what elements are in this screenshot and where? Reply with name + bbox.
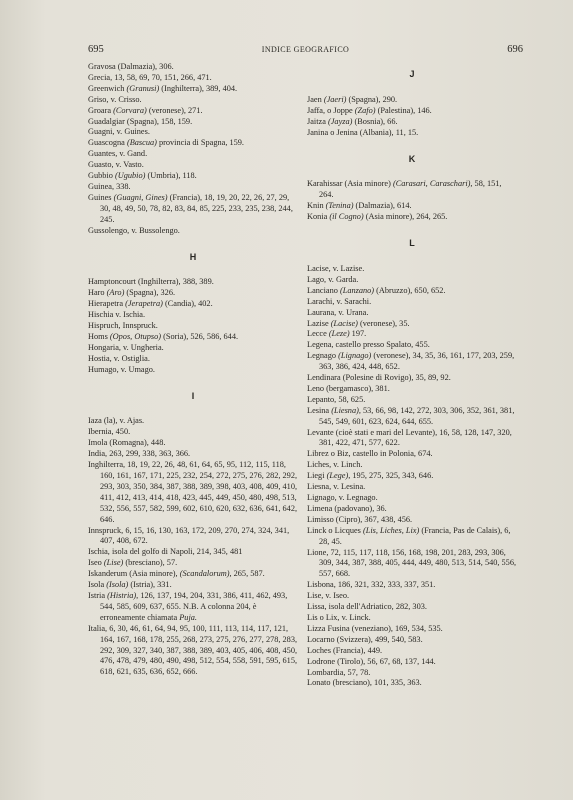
entry-text: Lissa, isola dell'Adriatico, 282, 303. <box>307 602 427 612</box>
left-index-column <box>88 62 298 678</box>
index-entry <box>88 332 298 343</box>
index-entry <box>88 449 298 460</box>
entry-text: Loches (Francia), 449. <box>307 645 383 655</box>
entry-text: Humago, v. Umago. <box>88 364 155 374</box>
entry-text: Guascogna <box>88 138 127 148</box>
index-entry <box>307 106 517 117</box>
entry-text: Larachi, v. Sarachi. <box>307 296 372 306</box>
entry-text: provincia di Spagna, 159. <box>156 138 244 148</box>
index-entry <box>88 117 298 128</box>
index-entry <box>307 493 517 504</box>
entry-text: Linck o Licques <box>307 525 363 535</box>
entry-text: (Dalmazia), 614. <box>353 201 412 211</box>
entry-text: Hierapetra <box>88 299 126 309</box>
index-entry <box>88 288 298 299</box>
entry-variant-name: (il Cogno) <box>329 212 364 222</box>
entry-text: , 58, 151, 264. <box>319 179 502 200</box>
entry-variant-name: (Carasari, Caraschari) <box>392 179 471 189</box>
index-entry <box>307 340 517 351</box>
index-entry <box>307 668 517 679</box>
entry-text: Librez o Biz, castello in Polonia, 674. <box>307 449 433 459</box>
entry-text: Italia, 6, 30, 46, 61, 64, 94, 95, 100, 111, 113, 114, 117, 121, 164, 167, 168, 178, 255, 268, 273, 275, 276, 277, 278, 283, 292, 309, 327, 340, 387, 388, 389, 403, 405, 406, 408, 450, 476, 478, 479, 480, 490, 498, 512, 554, 558, 591, 595, 615, 618, 621, 635, 636, 652, 666. <box>88 623 298 677</box>
entry-variant-name: (Corvara) <box>113 105 147 115</box>
entry-text: Homs <box>88 331 110 341</box>
index-entry <box>307 504 517 515</box>
index-entry <box>88 62 298 73</box>
index-entry <box>307 395 517 406</box>
entry-text: Guasto, v. Vasto. <box>88 160 144 170</box>
entry-variant-name: (Lege) <box>326 471 349 481</box>
entry-text: Iseo <box>88 558 104 568</box>
entry-text: Guantes, v. Gand. <box>88 149 148 159</box>
entry-text: Haro <box>88 288 107 298</box>
entry-variant-name: (Lis, Liches, Lix) <box>363 525 420 535</box>
entry-text: Guagni, v. Guines. <box>88 127 150 137</box>
entry-text: Gubbio <box>88 171 115 181</box>
entry-text: Lacise, v. Lazise. <box>307 263 365 273</box>
page-header <box>88 44 523 58</box>
index-entry <box>307 212 517 223</box>
entry-text: (Asia minore), 264, 265. <box>363 212 448 222</box>
entry-variant-name: (Granusi) <box>126 83 160 93</box>
entry-text: (veronese), 271. <box>146 105 203 115</box>
entry-text: Lione, 72, 115, 117, 118, 156, 168, 198, 201, 283, 293, 306, 309, 344, 387, 388, 405, 444, 449, 480, 513, 514, 540, 556, 557, 668. <box>307 547 517 579</box>
entry-text: Griso, v. Crisso. <box>88 94 142 104</box>
left-page-number: 695 <box>88 44 104 55</box>
entry-text: , 265, 587. <box>229 569 265 579</box>
entry-text: Legena, castello presso Spalato, 455. <box>307 340 430 350</box>
index-entry <box>88 160 298 171</box>
entry-text: (Bosnia), 66. <box>352 116 398 126</box>
entry-text: Lazise <box>307 318 331 328</box>
index-entry <box>88 73 298 84</box>
index-entry <box>307 526 517 548</box>
entry-text: Jaitza <box>307 116 328 126</box>
index-entry <box>307 657 517 668</box>
entry-text: Lonato (bresciano), 101, 335, 363. <box>307 678 422 688</box>
entry-variant-name: (Isola) <box>106 580 129 590</box>
index-entry <box>88 526 298 548</box>
index-entry <box>88 321 298 332</box>
index-entry <box>88 558 298 569</box>
entry-variant-name: (Leze) <box>328 329 350 339</box>
running-title: INDICE GEOGRAFICO <box>261 45 350 54</box>
index-entry <box>88 569 298 580</box>
entry-text: Liesna, v. Lesina. <box>307 482 366 492</box>
index-entry <box>307 264 517 275</box>
right-index-column <box>307 62 517 689</box>
entry-text: (Palestina), 146. <box>375 105 432 115</box>
entry-variant-name: (Histria) <box>107 590 137 600</box>
entry-text: Levante (cioè stati e mari del Levante), 16, 58, 128, 147, 320, 381, 422, 471, 577, 622. <box>307 427 512 448</box>
index-entry <box>307 449 517 460</box>
index-entry <box>307 319 517 330</box>
entry-text: , 195, 275, 325, 343, 646. <box>348 471 434 481</box>
entry-text: Guinea, 338. <box>88 181 131 191</box>
entry-text: Gravosa (Dalmazia), 306. <box>88 62 174 71</box>
entry-text: Iskanderum (Asia minore), <box>88 569 180 579</box>
index-entry <box>307 624 517 635</box>
index-entry <box>88 580 298 591</box>
entry-variant-name: (Guagni, Gines) <box>113 192 168 202</box>
entry-text: Knin <box>307 201 326 211</box>
entry-variant-name: (Lacise) <box>330 318 358 328</box>
entry-variant-name: (Tenina) <box>325 201 354 211</box>
entry-text: Jaffa, o Joppe <box>307 105 355 115</box>
entry-text: Ischia, isola del golfo di Napoli, 214, 345, 481 <box>88 547 243 557</box>
index-entry <box>307 351 517 373</box>
entry-variant-name: (Aro) <box>106 288 125 298</box>
entry-text: Hongaria, v. Ungheria. <box>88 342 164 352</box>
entry-text: Groara <box>88 105 114 115</box>
entry-variant-name: (Zafo) <box>354 105 376 115</box>
index-entry <box>88 149 298 160</box>
entry-text: Iaza (la), v. Ajas. <box>88 416 145 426</box>
entry-text: Lepanto, 58, 625. <box>307 394 366 404</box>
index-entry <box>307 548 517 581</box>
entry-text: Hischia v. Ischia. <box>88 310 146 320</box>
index-entry <box>88 438 298 449</box>
entry-text: Hostia, v. Ostiglia. <box>88 353 150 363</box>
entry-variant-name: Puja. <box>179 612 197 622</box>
entry-text: Grecia, 13, 58, 69, 70, 151, 266, 471. <box>88 72 212 82</box>
index-entry <box>307 297 517 308</box>
entry-text: Legnago <box>307 351 339 361</box>
index-entry <box>307 406 517 428</box>
index-entry <box>307 275 517 286</box>
entry-variant-name: (Ugubio) <box>114 171 146 181</box>
entry-text: Limisso (Cipro), 367, 438, 456. <box>307 514 413 524</box>
index-entry <box>88 591 298 624</box>
section-letter-heading: H <box>189 251 197 262</box>
entry-text: Lizza Fusina (veneziano), 169, 534, 535. <box>307 623 443 633</box>
entry-text: Lise, v. Iseo. <box>307 591 350 601</box>
index-entry <box>307 117 517 128</box>
entry-text: Liches, v. Linch. <box>307 460 363 470</box>
entry-text: (Candia), 402. <box>162 299 213 309</box>
index-entry <box>88 624 298 679</box>
index-entry <box>307 308 517 319</box>
entry-text: Lodrone (Tirolo), 56, 67, 68, 137, 144. <box>307 656 436 666</box>
index-entry <box>88 547 298 558</box>
entry-text: Innspruck, 6, 15, 16, 130, 163, 172, 209, 270, 274, 324, 341, 407, 408, 672. <box>88 525 290 546</box>
index-entry <box>307 646 517 657</box>
index-entry <box>88 460 298 525</box>
entry-text: Lendinara (Polesine di Rovigo), 35, 89, 92. <box>307 373 451 383</box>
entry-text: Janina o Jenina (Albania), 11, 15. <box>307 127 419 137</box>
index-entry <box>88 106 298 117</box>
entry-variant-name: (Liesna) <box>331 405 359 415</box>
entry-variant-name: (Lanzano) <box>339 285 375 295</box>
index-entry <box>307 95 517 106</box>
entry-text: Gussolengo, v. Bussolengo. <box>88 225 180 235</box>
entry-text: Lecce <box>307 329 329 339</box>
entry-variant-name: (Opos, Otupso) <box>109 331 162 341</box>
entry-text: Laurana, v. Urana. <box>307 307 369 317</box>
section-letter-heading: K <box>408 153 416 164</box>
entry-text: 197. <box>349 329 367 339</box>
index-entry <box>88 95 298 106</box>
index-entry <box>307 602 517 613</box>
entry-text: (veronese), 34, 35, 36, 161, 177, 203, 259, 363, 386, 424, 448, 652. <box>319 351 515 372</box>
index-entry <box>88 354 298 365</box>
index-entry <box>88 299 298 310</box>
entry-text: Lignago, v. Legnago. <box>307 493 378 502</box>
index-entry <box>307 460 517 471</box>
right-page-number: 696 <box>507 44 523 55</box>
index-entry <box>307 384 517 395</box>
index-entry <box>307 128 517 139</box>
index-entry <box>88 193 298 226</box>
entry-text: (Inghilterra), 389, 404. <box>159 83 238 93</box>
entry-text: Hamptoncourt (Inghilterra), 388, 389. <box>88 277 214 287</box>
entry-text: (Francia, Pas de Calais), 6, 28, 45. <box>319 525 511 546</box>
entry-text: (Soria), 526, 586, 644. <box>161 331 239 341</box>
entry-text: Jaen <box>307 94 324 104</box>
index-entry <box>307 678 517 689</box>
entry-text: Lis o Lix, v. Linck. <box>307 612 371 622</box>
entry-text: Guines <box>88 192 114 202</box>
entry-variant-name: (Jayza) <box>327 116 353 126</box>
entry-variant-name: (Jaeri) <box>323 94 347 104</box>
index-entry <box>307 591 517 602</box>
entry-text: Lesina <box>307 405 332 415</box>
index-entry <box>307 373 517 384</box>
entry-text: Inghilterra, 18, 19, 22, 26, 48, 61, 64, 65, 95, 112, 115, 118, 160, 161, 167, 171, 225, 232, 254, 272, 275, 276, 282, 292, 293, 303, 350, 384, 387, 388, 389, 398, 403, 408, 409, 410, 411, 412, 413, 414, 418, 423, 445, 449, 450, 480, 498, 513, 532, 556, 557, 582, 599, 602, 610, 620, 632, 636, 641, 642, 646. <box>88 460 298 524</box>
index-entry <box>307 635 517 646</box>
index-entry <box>307 286 517 297</box>
entry-text: Isola <box>88 580 107 590</box>
entry-text: Locarno (Svizzera), 499, 540, 583. <box>307 634 423 644</box>
entry-variant-name: (Lignago) <box>338 351 372 361</box>
index-entry <box>307 613 517 624</box>
index-entry <box>307 179 517 201</box>
index-entry <box>88 277 298 288</box>
entry-text: (bresciano), 57. <box>123 558 178 568</box>
index-entry <box>307 471 517 482</box>
entry-text: Lago, v. Garda. <box>307 274 359 284</box>
entry-text: (Istria), 331. <box>128 580 172 590</box>
index-entry <box>307 482 517 493</box>
entry-text: Lombardia, 57, 78. <box>307 667 371 677</box>
index-entry <box>88 182 298 193</box>
entry-text: Greenwich <box>88 83 127 93</box>
index-entry <box>88 138 298 149</box>
entry-text: Limena (padovano), 36. <box>307 503 387 513</box>
entry-text: Konia <box>307 212 330 222</box>
entry-text: Leno (bergamasco), 381. <box>307 383 390 393</box>
index-entry <box>88 127 298 138</box>
index-entry <box>88 171 298 182</box>
entry-text: (Spagna), 326. <box>124 288 176 298</box>
entry-variant-name: (Jerapetra) <box>125 299 163 309</box>
index-entry <box>88 84 298 95</box>
entry-text: , 53, 66, 98, 142, 272, 303, 306, 352, 361, 381, 545, 549, 601, 623, 624, 644, 655. <box>319 405 515 426</box>
index-entry <box>307 580 517 591</box>
entry-text: (Francia), 18, 19, 20, 22, 26, 27, 29, 30, 48, 49, 50, 78, 82, 83, 84, 85, 225, 233, 235, 238, 244, 245. <box>100 192 293 224</box>
entry-variant-name: (Bascua) <box>126 138 157 148</box>
index-entry <box>307 329 517 340</box>
entry-text: Imola (Romagna), 448. <box>88 438 166 448</box>
index-entry <box>88 226 298 237</box>
section-letter-heading: J <box>409 69 415 79</box>
entry-text: (Spagna), 290. <box>346 94 398 104</box>
entry-text: Liegi <box>307 471 327 481</box>
entry-variant-name: (Scandalorum) <box>179 569 230 579</box>
entry-text: (Umbria), 118. <box>145 171 197 181</box>
index-entry <box>88 427 298 438</box>
entry-text: Karahissar (Asia minore) <box>307 179 393 189</box>
entry-text: Istria <box>88 590 108 600</box>
index-entry <box>88 343 298 354</box>
entry-text: Lanciano <box>307 285 340 295</box>
entry-text: Ibernia, 450. <box>88 427 131 437</box>
entry-text: , 126, 137, 194, 204, 331, 386, 411, 462, 493, 544, 585, 609, 637, 655. N.B. A colonna 204, è erroneamente chiamata <box>100 590 288 622</box>
index-entry <box>88 310 298 321</box>
entry-text: India, 263, 299, 338, 363, 366. <box>88 449 191 459</box>
entry-text: Lisbona, 186, 321, 332, 333, 337, 351. <box>307 580 436 590</box>
index-entry <box>88 365 298 376</box>
section-letter-heading: I <box>191 390 195 401</box>
index-entry <box>307 428 517 450</box>
index-entry <box>88 416 298 427</box>
entry-text: Guadalgiar (Spagna), 158, 159. <box>88 116 193 126</box>
entry-text: (Abruzzo), 650, 652. <box>374 285 446 295</box>
section-letter-heading: L <box>409 238 415 249</box>
index-entry <box>307 201 517 212</box>
index-entry <box>307 515 517 526</box>
entry-variant-name: (Lise) <box>103 558 124 568</box>
entry-text: Hispruch, Innspruck. <box>88 321 158 331</box>
entry-text: (veronese), 35. <box>357 318 410 328</box>
